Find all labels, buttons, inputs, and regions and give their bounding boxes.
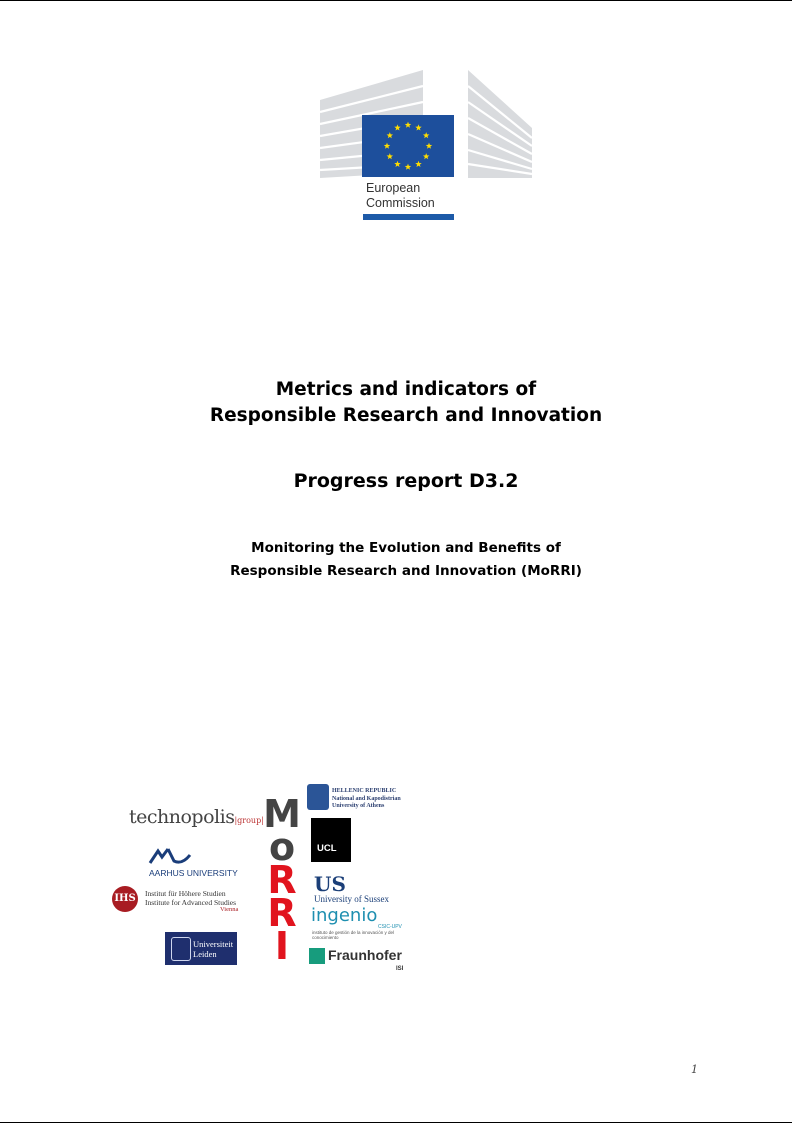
project-name (0, 537, 792, 583)
leiden-logo (165, 932, 237, 965)
ihs-logo-icon: IHS (112, 886, 138, 912)
ucl-logo (311, 818, 351, 862)
ucl-label: UCL (317, 843, 337, 854)
athens-label (332, 788, 401, 811)
morri-letter: R (267, 891, 297, 935)
technopolis-logo (129, 806, 264, 828)
ingenio-desc: instituto de gestión de la innovación y del conocimiento (312, 930, 395, 940)
ihs-city: Vienna (220, 906, 239, 913)
sussex-mark: US (314, 872, 346, 896)
aarhus-wave-icon (148, 847, 192, 865)
leiden-line-2: Leiden (193, 949, 217, 959)
fraunhofer-label: Fraunhofer (328, 947, 402, 963)
technopolis-name: technopolis (129, 806, 235, 828)
ec-line-2: Commission (366, 196, 435, 210)
ihs-label (145, 889, 236, 907)
title-line-1: Metrics and indicators of (275, 379, 537, 400)
aarhus-label: AARHUS UNIVERSITY (149, 868, 238, 878)
ihs-line-1: Institut für Höhere Studien (145, 889, 226, 898)
athens-emblem-icon (307, 784, 329, 810)
morri-logo (262, 792, 302, 968)
technopolis-group: |group| (234, 816, 264, 825)
bottom-border (0, 1122, 792, 1123)
fraunhofer-isi: ISI (396, 966, 404, 972)
title-line-2: Responsible Research and Innovation (209, 405, 603, 426)
leiden-seal-icon (171, 937, 191, 961)
top-border (0, 0, 792, 1)
project-line-2: Responsible Research and Innovation (MoRRI) (230, 563, 582, 579)
morri-letter: I (274, 924, 290, 968)
fraunhofer-icon (309, 948, 325, 964)
sussex-label: University of Sussex (314, 894, 389, 904)
morri-letter: R (267, 858, 297, 902)
leiden-label (193, 939, 233, 959)
leiden-line-1: Universiteit (193, 939, 234, 949)
ec-line-1: European (366, 181, 421, 195)
morri-letter: o (268, 825, 296, 869)
athens-line-3: University of Athens (332, 803, 385, 809)
page-number: 1 (691, 1063, 698, 1076)
project-line-1: Monitoring the Evolution and Benefits of (251, 540, 561, 556)
ihs-line-2: Institute for Advanced Studies (145, 898, 237, 907)
athens-line-1: HELLENIC REPUBLIC (332, 788, 397, 794)
athens-line-2: National and Kapodistrian (332, 795, 401, 802)
morri-letter: M (263, 792, 301, 836)
document-title (0, 377, 792, 429)
ingenio-logo: ingenio (311, 905, 378, 926)
ingenio-sub: CSIC-UPV (378, 924, 402, 930)
ec-underline (363, 214, 454, 220)
report-id: Progress report D3.2 (293, 470, 519, 492)
